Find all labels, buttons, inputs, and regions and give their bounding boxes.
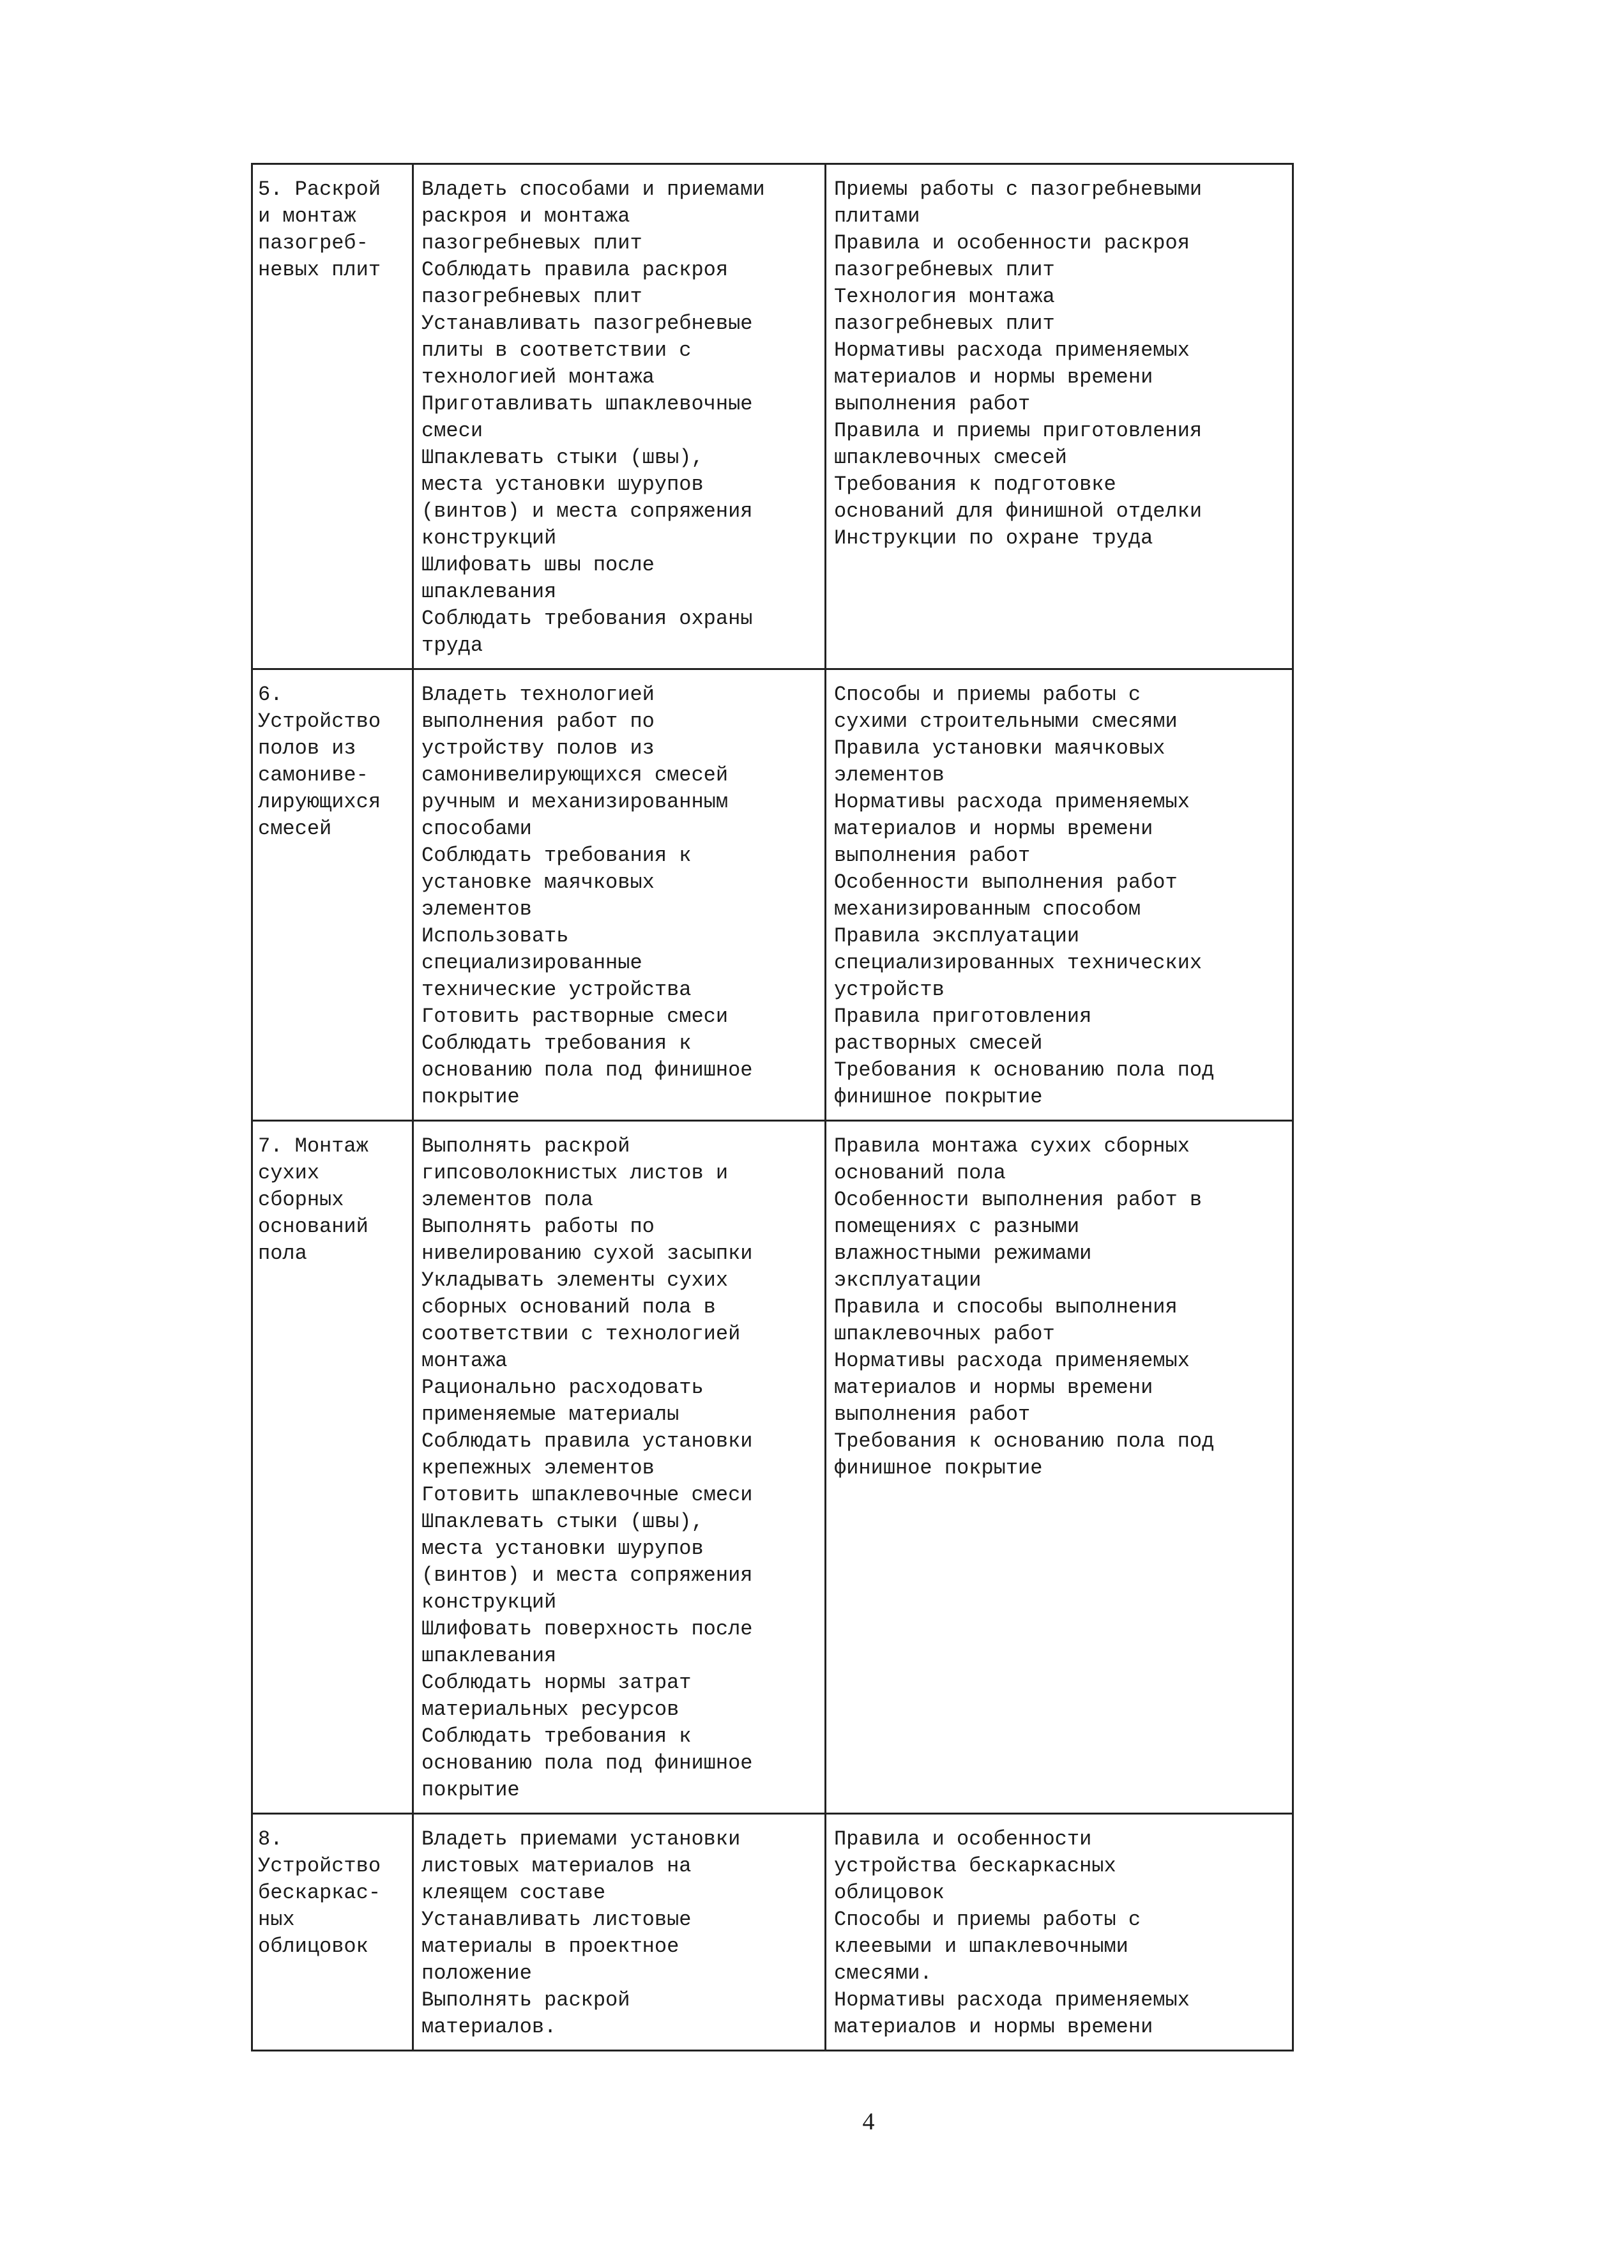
knowledge-line: влажностными режимами	[834, 1242, 1092, 1265]
knowledge-line: элементов	[834, 763, 945, 787]
knowledge-line: облицовок	[834, 1881, 945, 1905]
knowledge-line: Нормативы расхода применяемых	[834, 790, 1190, 814]
skill-line: материалов.	[421, 2015, 557, 2039]
knowledge-line: Правила и приемы приготовления	[834, 419, 1203, 443]
skill-line: Шлифовать поверхность после	[421, 1617, 753, 1641]
skill-line: элементов	[421, 897, 532, 921]
function-line: 8.	[258, 1827, 283, 1851]
skill-line: Соблюдать правила раскроя	[421, 258, 729, 282]
function-line: облицовок	[258, 1935, 368, 1958]
function-line: пола	[258, 1242, 307, 1265]
table-body	[252, 164, 1293, 2051]
skill-line: раскроя и монтажа	[421, 204, 630, 228]
knowledge-line: Особенности выполнения работ в	[834, 1188, 1203, 1212]
skill-line: гипсоволокнистых листов и	[421, 1161, 729, 1185]
knowledge-line: Нормативы расхода применяемых	[834, 1349, 1190, 1373]
knowledge-line: пазогребневых плит	[834, 258, 1055, 282]
knowledge-line: помещениях с разными	[834, 1215, 1080, 1238]
function-line: смесей	[258, 817, 332, 841]
function-cell	[252, 164, 413, 669]
knowledge-line: Приемы работы с пазогребневыми	[834, 178, 1203, 201]
skill-line: основанию пола под финишное	[421, 1058, 753, 1082]
skills-cell	[413, 1814, 826, 2051]
skill-line: Рационально расходовать	[421, 1376, 704, 1399]
knowledge-line: шпаклевочных смесей	[834, 446, 1067, 469]
skill-line: Владеть способами и приемами	[421, 178, 765, 201]
function-line: пазогреб-	[258, 231, 368, 255]
skill-line: технические устройства	[421, 978, 692, 1001]
skill-line: Соблюдать нормы затрат	[421, 1671, 692, 1694]
knowledge-cell	[826, 669, 1293, 1121]
requirements-table	[251, 163, 1294, 2051]
skill-line: конструкций	[421, 526, 557, 550]
knowledge-line: Правила установки маячковых	[834, 736, 1165, 760]
skill-line: сборных оснований пола в	[421, 1295, 716, 1319]
knowledge-line: устройств	[834, 978, 945, 1001]
skill-line: Приготавливать шпаклевочные	[421, 392, 753, 416]
skill-line: Соблюдать требования охраны	[421, 607, 753, 630]
skill-line: покрытие	[421, 1085, 520, 1109]
knowledge-line: финишное покрытие	[834, 1085, 1043, 1109]
skill-line: (винтов) и места сопряжения	[421, 1564, 753, 1587]
function-line: оснований	[258, 1215, 368, 1238]
skill-line: Соблюдать требования к	[421, 1724, 692, 1748]
knowledge-line: материалов и нормы времени	[834, 1376, 1153, 1399]
function-line: Устройство	[258, 710, 381, 733]
skill-line: (винтов) и места сопряжения	[421, 499, 753, 523]
skill-line: технологией монтажа	[421, 365, 655, 389]
knowledge-line: Правила монтажа сухих сборных	[834, 1134, 1190, 1158]
knowledge-line: Нормативы расхода применяемых	[834, 1988, 1190, 2012]
skill-line: крепежных элементов	[421, 1456, 655, 1480]
knowledge-line: плитами	[834, 204, 920, 228]
function-line: сборных	[258, 1188, 344, 1212]
skills-cell	[413, 1121, 826, 1814]
knowledge-line: Инструкции по охране труда	[834, 526, 1153, 550]
skill-line: клеящем составе	[421, 1881, 606, 1905]
knowledge-line: сухими строительными смесями	[834, 710, 1178, 733]
skill-line: установке маячковых	[421, 871, 655, 894]
skill-line: покрытие	[421, 1778, 520, 1802]
knowledge-line: Требования к основанию пола под	[834, 1058, 1215, 1082]
skill-line: Соблюдать требования к	[421, 1031, 692, 1055]
skills-cell	[413, 669, 826, 1121]
function-cell	[252, 1814, 413, 2051]
knowledge-line: Правила и особенности	[834, 1827, 1092, 1851]
knowledge-line: выполнения работ	[834, 844, 1031, 867]
skill-line: применяемые материалы	[421, 1403, 679, 1426]
knowledge-line: Способы и приемы работы с	[834, 683, 1141, 706]
knowledge-line: растворных смесей	[834, 1031, 1043, 1055]
knowledge-line: эксплуатации	[834, 1268, 982, 1292]
skill-line: Использовать	[421, 924, 569, 948]
knowledge-line: оснований для финишной отделки	[834, 499, 1203, 523]
function-line: Устройство	[258, 1854, 381, 1878]
table-row	[252, 164, 1293, 669]
skill-line: смеси	[421, 419, 483, 443]
function-line: сухих	[258, 1161, 320, 1185]
knowledge-line: Особенности выполнения работ	[834, 871, 1178, 894]
knowledge-cell	[826, 1121, 1293, 1814]
function-line: ных	[258, 1908, 295, 1931]
skill-line: самонивелирующихся смесей	[421, 763, 729, 787]
function-line: 5. Раскрой	[258, 178, 381, 201]
skill-line: шпаклевания	[421, 580, 557, 604]
skill-line: Устанавливать пазогребневые	[421, 312, 753, 335]
knowledge-line: смесями.	[834, 1961, 932, 1985]
skill-line: Шпаклевать стыки (швы),	[421, 1510, 704, 1534]
skill-line: ручным и механизированным	[421, 790, 729, 814]
knowledge-line: выполнения работ	[834, 1403, 1031, 1426]
function-line: самониве-	[258, 763, 368, 787]
knowledge-line: финишное покрытие	[834, 1456, 1043, 1480]
function-cell	[252, 1121, 413, 1814]
skill-line: Выполнять раскрой	[421, 1134, 630, 1158]
table-row	[252, 669, 1293, 1121]
skill-line: Соблюдать правила установки	[421, 1429, 753, 1453]
skill-line: Готовить шпаклевочные смеси	[421, 1483, 753, 1507]
knowledge-line: материалов и нормы времени	[834, 2015, 1153, 2039]
knowledge-line: Требования к подготовке	[834, 473, 1116, 496]
knowledge-line: выполнения работ	[834, 392, 1031, 416]
skill-line: положение	[421, 1961, 532, 1985]
knowledge-line: материалов и нормы времени	[834, 817, 1153, 841]
skill-line: нивелированию сухой засыпки	[421, 1242, 753, 1265]
skill-line: труда	[421, 634, 483, 657]
skill-line: соответствии с технологией	[421, 1322, 741, 1346]
skill-line: Укладывать элементы сухих	[421, 1268, 729, 1292]
skill-line: пазогребневых плит	[421, 231, 642, 255]
skill-line: устройству полов из	[421, 736, 655, 760]
skill-line: элементов пола	[421, 1188, 593, 1212]
skill-line: Готовить растворные смеси	[421, 1005, 729, 1028]
function-line: бескаркас-	[258, 1881, 381, 1905]
skill-line: места установки шурупов	[421, 1537, 704, 1560]
skill-line: материальных ресурсов	[421, 1698, 679, 1721]
skill-line: листовых материалов на	[421, 1854, 692, 1878]
knowledge-line: Правила эксплуатации	[834, 924, 1080, 948]
function-line: лирующихся	[258, 790, 381, 814]
function-line: 7. Монтаж	[258, 1134, 368, 1158]
knowledge-line: устройства бескаркасных	[834, 1854, 1116, 1878]
knowledge-line: специализированных технических	[834, 951, 1203, 975]
skill-line: плиты в соответствии с	[421, 339, 692, 362]
knowledge-line: Правила приготовления	[834, 1005, 1092, 1028]
skill-line: места установки шурупов	[421, 473, 704, 496]
page-number: 4	[862, 2108, 875, 2135]
skill-line: монтажа	[421, 1349, 508, 1373]
skill-line: материалы в проектное	[421, 1935, 679, 1958]
knowledge-line: Требования к основанию пола под	[834, 1429, 1215, 1453]
function-line: невых плит	[258, 258, 381, 282]
skill-line: Владеть приемами установки	[421, 1827, 741, 1851]
knowledge-line: Технология монтажа	[834, 285, 1055, 308]
knowledge-line: пазогребневых плит	[834, 312, 1055, 335]
skill-line: Выполнять работы по	[421, 1215, 655, 1238]
function-line: полов из	[258, 736, 356, 760]
function-cell	[252, 669, 413, 1121]
table-row	[252, 1121, 1293, 1814]
skill-line: Шпаклевать стыки (швы),	[421, 446, 704, 469]
knowledge-line: клеевыми и шпаклевочными	[834, 1935, 1128, 1958]
skill-line: Владеть технологией	[421, 683, 655, 706]
skill-line: Соблюдать требования к	[421, 844, 692, 867]
knowledge-line: материалов и нормы времени	[834, 365, 1153, 389]
function-line: и монтаж	[258, 204, 356, 228]
knowledge-line: механизированным способом	[834, 897, 1141, 921]
skill-line: шпаклевания	[421, 1644, 557, 1668]
table-row	[252, 1814, 1293, 2051]
skill-line: конструкций	[421, 1590, 557, 1614]
skill-line: специализированные	[421, 951, 642, 975]
function-line: 6.	[258, 683, 283, 706]
skill-line: Выполнять раскрой	[421, 1988, 630, 2012]
knowledge-line: Правила и особенности раскроя	[834, 231, 1190, 255]
knowledge-cell	[826, 164, 1293, 669]
knowledge-line: Нормативы расхода применяемых	[834, 339, 1190, 362]
knowledge-line: оснований пола	[834, 1161, 1006, 1185]
skill-line: Устанавливать листовые	[421, 1908, 692, 1931]
skill-line: способами	[421, 817, 532, 841]
skill-line: Шлифовать швы после	[421, 553, 655, 577]
skill-line: пазогребневых плит	[421, 285, 642, 308]
skill-line: основанию пола под финишное	[421, 1751, 753, 1775]
skill-line: выполнения работ по	[421, 710, 655, 733]
knowledge-line: шпаклевочных работ	[834, 1322, 1055, 1346]
knowledge-line: Правила и способы выполнения	[834, 1295, 1178, 1319]
knowledge-line: Способы и приемы работы с	[834, 1908, 1141, 1931]
skills-cell	[413, 164, 826, 669]
knowledge-cell	[826, 1814, 1293, 2051]
